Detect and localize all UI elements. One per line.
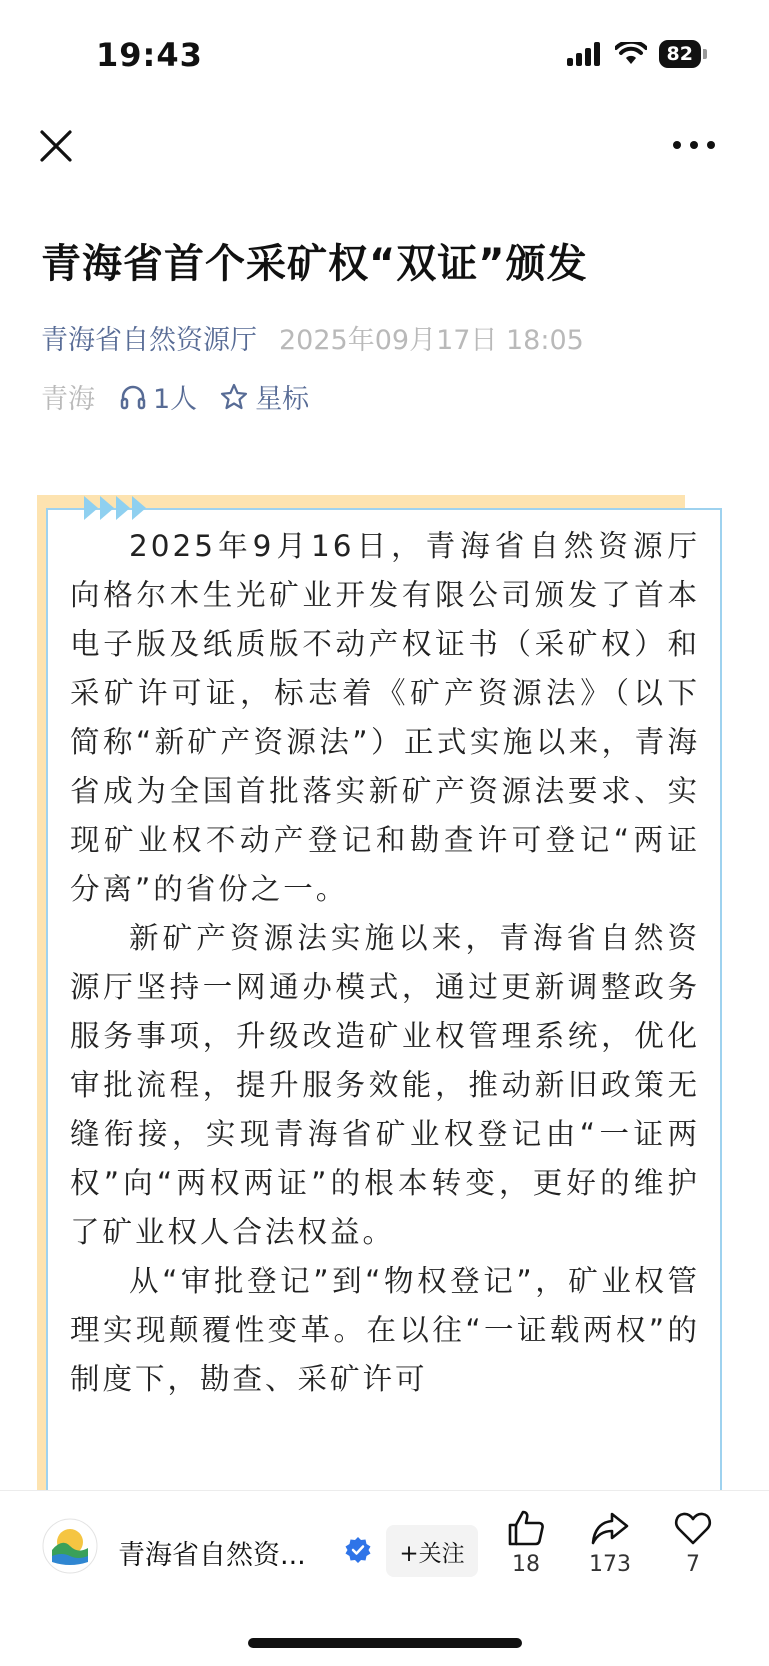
article-meta <box>41 318 584 357</box>
favorite-count: 7 <box>686 1552 700 1577</box>
wifi-icon <box>615 42 647 66</box>
home-indicator <box>248 1638 522 1648</box>
headphones-icon <box>119 383 147 411</box>
article-body <box>70 522 700 1404</box>
account-logo[interactable] <box>42 1518 98 1574</box>
paragraph: 新矿产资源法实施以来，青海省自然资源厅坚持一网通办模式，通过更新调整政务服务事项，升级改造矿业权管理系统，优化审批流程，提升服务效能，推动新旧政策无缝衔接，实现青海省矿业权登记由“一证两权”向“两权两证”的根本转变，更好的维护了矿业权人合法权益。 <box>70 921 700 1249</box>
share-count: 173 <box>589 1552 631 1577</box>
like-button[interactable] <box>496 1508 556 1577</box>
verified-badge-icon <box>344 1536 372 1564</box>
favorite-button[interactable] <box>663 1508 723 1577</box>
share-button[interactable] <box>580 1508 640 1577</box>
article-meta-secondary <box>41 377 309 416</box>
share-icon <box>590 1508 630 1548</box>
more-options-icon[interactable] <box>669 130 719 160</box>
status-time: 19:43 <box>96 36 203 74</box>
publish-date: 2025年09月17日 18:05 <box>279 325 584 356</box>
listener-count: 1人 <box>153 384 198 415</box>
paragraph: 2025年9月16日，青海省自然资源厅向格尔木生光矿业开发有限公司颁发了首本电子版及纸质版不动产权证书（采矿权）和采矿许可证，标志着《矿产资源法》（以下简称“新矿产资源法”）正式实施以来，青海省成为全国首批落实新矿产资源法要求、实现矿业权不动产登记和勘查许可登记“两证分离”的省份之一。 <box>70 529 700 906</box>
follow-button[interactable]: +关注 <box>386 1525 478 1577</box>
thumbs-up-icon <box>506 1508 546 1548</box>
source-account-link[interactable]: 青海省自然资源厅 <box>41 325 257 356</box>
listen-button[interactable] <box>119 377 197 416</box>
star-button[interactable] <box>219 377 309 416</box>
account-name[interactable]: 青海省自然资... <box>118 1540 306 1571</box>
star-icon <box>219 382 249 412</box>
article-title: 青海省首个采矿权“双证”颁发 <box>41 241 588 287</box>
heart-icon <box>673 1508 713 1548</box>
paragraph: 从“审批登记”到“物权登记”，矿业权管理实现颠覆性变革。在以往“一证载两权”的制度下，勘查、采矿许可 <box>70 1264 700 1396</box>
arrows-decoration <box>84 496 148 520</box>
battery-level: 82 <box>659 40 701 68</box>
status-icons <box>567 40 707 68</box>
battery-icon <box>659 40 707 68</box>
signal-icon <box>567 42 603 66</box>
close-icon[interactable] <box>36 126 76 166</box>
star-label: 星标 <box>255 384 310 415</box>
like-count: 18 <box>512 1552 540 1577</box>
region-label: 青海 <box>41 384 95 415</box>
